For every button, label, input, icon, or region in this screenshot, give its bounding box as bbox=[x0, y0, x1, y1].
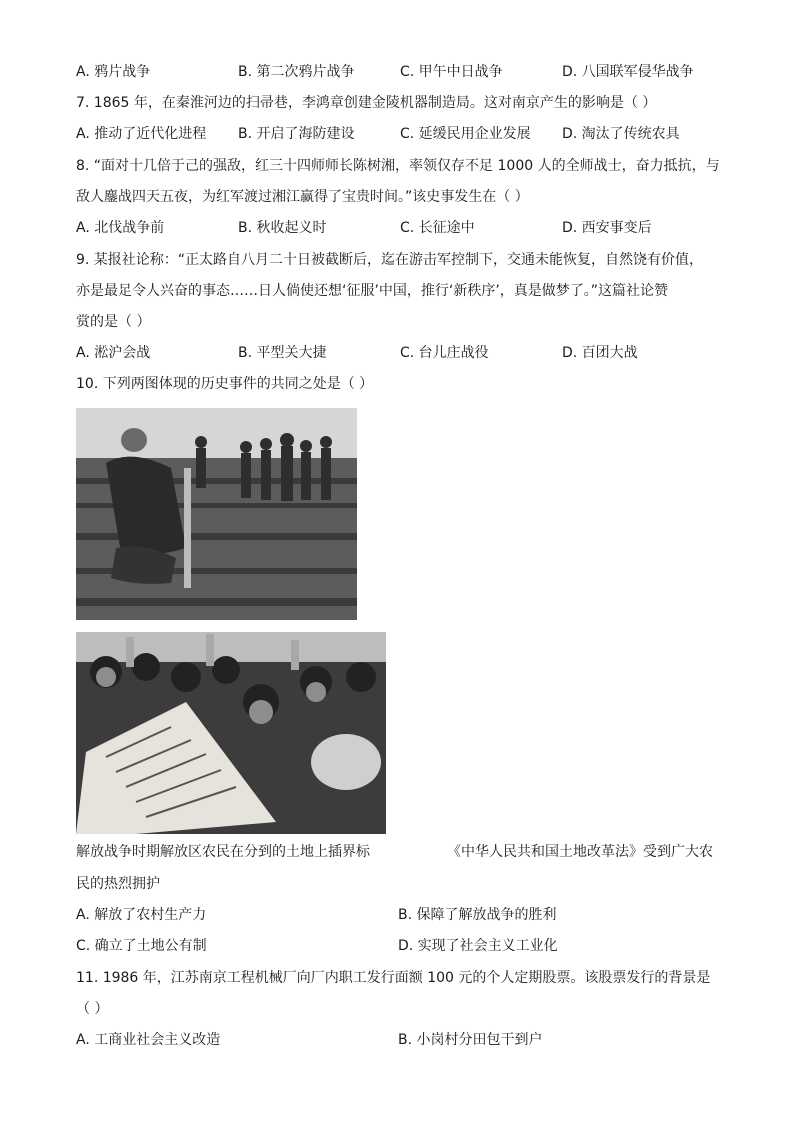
q8-stem-line2: 敌人鏖战四天五夜，为红军渡过湘江赢得了宝贵时间。”该史事发生在（ ） bbox=[76, 189, 529, 205]
q6-option-a[interactable]: A. 鸦片战争 bbox=[76, 64, 151, 80]
q11-option-a[interactable]: A. 工商业社会主义改造 bbox=[76, 1032, 221, 1048]
q7-option-c[interactable]: C. 延缓民用企业发展 bbox=[400, 126, 531, 142]
q7-option-a[interactable]: A. 推动了近代化进程 bbox=[76, 126, 207, 142]
q9-option-b[interactable]: B. 平型关大捷 bbox=[238, 345, 327, 361]
q6-option-d[interactable]: D. 八国联军侵华战争 bbox=[562, 64, 694, 80]
q10-caption-right: 《中华人民共和国土地改革法》受到广大农 bbox=[447, 844, 713, 860]
q7-stem: 7. 1865 年，在秦淮河边的扫帚巷，李鸿章创建金陵机器制造局。这对南京产生的影响是（ ） bbox=[76, 95, 657, 111]
q10-caption-continued: 民的热烈拥护 bbox=[76, 876, 160, 892]
q10-caption-left: 解放战争时期解放区农民在分到的土地上插界标 bbox=[76, 844, 370, 860]
q9-stem-line3: 赏的是（ ） bbox=[76, 314, 151, 330]
q9-stem-line2: 亦是最足令人兴奋的事态……日人倘使还想‘征服’中国，推行‘新秩序’，真是做梦了。”这篇社论赞 bbox=[76, 283, 669, 299]
q9-option-d[interactable]: D. 百团大战 bbox=[562, 345, 638, 361]
q11-stem-line1: 11. 1986 年，江苏南京工程机械厂向厂内职工发行面额 100 元的个人定期股票。该股票发行的背景是 bbox=[76, 970, 711, 986]
q8-option-a[interactable]: A. 北伐战争前 bbox=[76, 220, 165, 236]
land-reform-law-document-photo bbox=[76, 632, 386, 834]
q9-stem-line1: 9. 某报社论称：“正太路自八月二十日被截断后，迄在游击军控制下，交通未能恢复，自然饶有价值， bbox=[76, 252, 704, 268]
q11-option-b[interactable]: B. 小岗村分田包干到户 bbox=[398, 1032, 543, 1048]
q9-option-c[interactable]: C. 台儿庄战役 bbox=[400, 345, 489, 361]
farmers-planting-boundary-marker-photo bbox=[76, 408, 357, 620]
q7-option-d[interactable]: D. 淘汰了传统农具 bbox=[562, 126, 680, 142]
q8-option-d[interactable]: D. 西安事变后 bbox=[562, 220, 652, 236]
q10-stem: 10. 下列两图体现的历史事件的共同之处是（ ） bbox=[76, 376, 374, 392]
q6-option-c[interactable]: C. 甲午中日战争 bbox=[400, 64, 503, 80]
q6-option-b[interactable]: B. 第二次鸦片战争 bbox=[238, 64, 355, 80]
q10-option-a[interactable]: A. 解放了农村生产力 bbox=[76, 907, 207, 923]
q11-stem-line2: （ ） bbox=[76, 1001, 109, 1017]
q10-option-c[interactable]: C. 确立了土地公有制 bbox=[76, 938, 207, 954]
q7-option-b[interactable]: B. 开启了海防建设 bbox=[238, 126, 355, 142]
q9-option-a[interactable]: A. 淞沪会战 bbox=[76, 345, 151, 361]
q8-stem-line1: 8. “面对十几倍于己的强敌，红三十四师师长陈树湘，率领仅存不足 1000 人的全师战士，奋力抵抗，与 bbox=[76, 158, 720, 174]
q10-option-d[interactable]: D. 实现了社会主义工业化 bbox=[398, 938, 558, 954]
q8-option-c[interactable]: C. 长征途中 bbox=[400, 220, 475, 236]
q10-option-b[interactable]: B. 保障了解放战争的胜利 bbox=[398, 907, 557, 923]
q8-option-b[interactable]: B. 秋收起义时 bbox=[238, 220, 327, 236]
photo1-illustration-icon bbox=[76, 408, 357, 620]
photo2-illustration-icon bbox=[76, 632, 386, 834]
